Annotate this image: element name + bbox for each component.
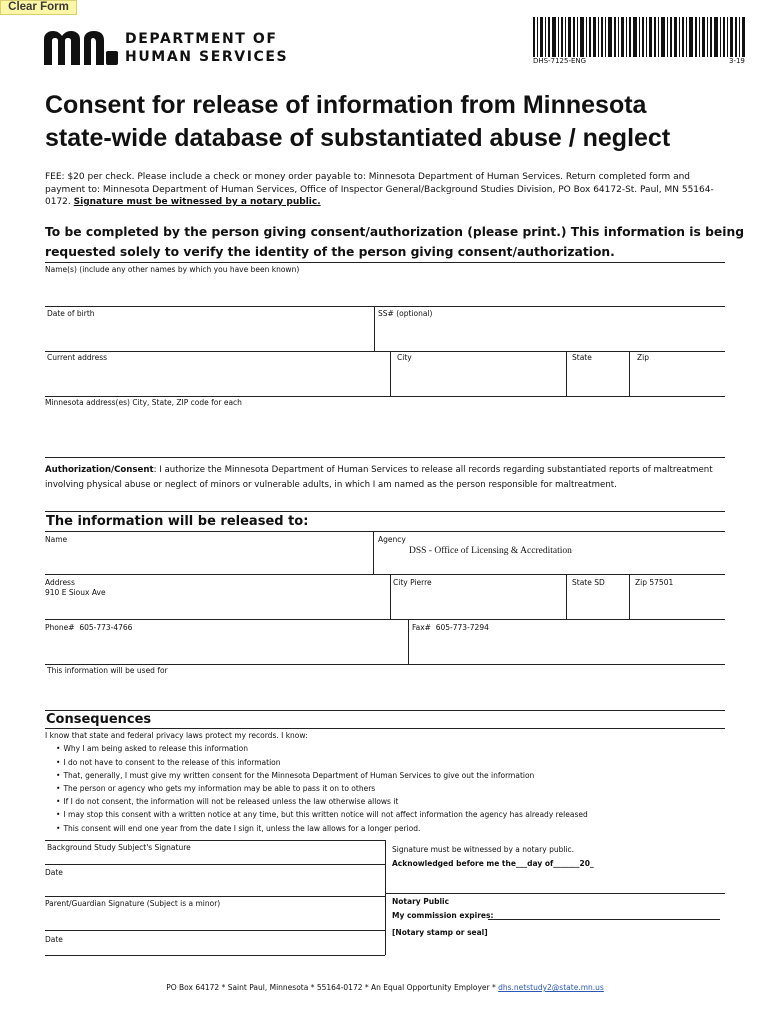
acknowledged-text: Acknowledged before me the___day of_______20_ <box>392 859 594 868</box>
authorization-text: : I authorize the Minnesota Department of Human Services to release all records regarding substantiated reports of maltreatment involving physical abuse or neglect of minors or vulnerable adults, in which I am named as the person responsible for maltreatment. <box>45 465 713 490</box>
release-section-title: The information will be released to: <box>46 514 309 529</box>
release-phone-value: 605-773-4766 <box>79 623 133 632</box>
footer-text: PO Box 64172 * Saint Paul, Minnesota * 55164-0172 * An Equal Opportunity Employer * <box>166 983 496 992</box>
release-phone-field[interactable] <box>45 623 132 633</box>
notary-public-label: Notary Public <box>392 897 450 906</box>
divider <box>566 351 567 396</box>
release-address-field[interactable]: 910 E Sioux Ave <box>45 588 106 597</box>
state-field[interactable] <box>569 365 627 395</box>
release-phone-label: Phone# <box>45 623 75 632</box>
list-item: • Why I am being asked to release this information <box>56 744 248 754</box>
agency-field[interactable]: DSS - Office of Licensing & Accreditation <box>409 546 572 556</box>
divider <box>45 710 725 711</box>
list-item: • The person or agency who gets my information may be able to pass it on to others <box>56 784 375 794</box>
divider <box>45 864 385 865</box>
divider <box>45 664 725 665</box>
release-fax-label: Fax# <box>412 623 431 632</box>
consequences-intro: I know that state and federal privacy laws protect my records. I know: <box>45 731 308 740</box>
title-line-1: Consent for release of information from Minnesota <box>45 91 647 119</box>
fee-text: FEE: $20 per check. Please include a check or money order payable to: Minnesota Department of Human Services. Return completed form and payment to: Minnesota Department of Human Services, Office of Inspector General/Background Studies Division, PO Box 64172-St. Paul, MN 55164-0172. <box>45 172 714 207</box>
divider <box>45 619 725 620</box>
release-state-label: State <box>572 578 592 587</box>
mn-addresses-field[interactable] <box>45 410 725 455</box>
commission-expires-label: My commission expires: <box>392 911 494 920</box>
city-field[interactable] <box>393 365 563 395</box>
release-address-label: Address <box>45 578 75 587</box>
release-zip-value: 57501 <box>649 578 674 587</box>
list-item: • I do not have to consent to the release of this information <box>56 758 281 768</box>
notary-required-text: Signature must be witnessed by a notary public. <box>392 845 575 854</box>
divider <box>45 457 725 458</box>
current-address-field[interactable] <box>45 365 385 395</box>
release-zip-field[interactable] <box>635 578 673 588</box>
city-label: City <box>397 353 412 362</box>
divider <box>566 574 567 619</box>
names-field[interactable] <box>45 276 725 306</box>
page-title <box>45 89 670 155</box>
release-city-value: Pierre <box>410 578 432 587</box>
consequences-title: Consequences <box>46 712 152 727</box>
divider <box>408 619 409 664</box>
list-item: • This consent will end one year from the date I sign it, unless the law allows for a longer period. <box>56 824 420 834</box>
divider <box>45 930 385 931</box>
names-label: Name(s) (include any other names by which you have been known) <box>45 265 300 274</box>
release-name-label: Name <box>45 535 68 544</box>
date-field-1[interactable] <box>70 866 380 894</box>
authorization-paragraph <box>45 463 725 492</box>
list-item: • That, generally, I must give my written consent for the Minnesota Department of Human Services to give out the information <box>56 771 534 781</box>
zip-field[interactable] <box>632 365 724 395</box>
dob-field[interactable] <box>45 320 370 350</box>
divider <box>45 351 725 352</box>
fee-notary-text: Signature must be witnessed by a notary public. <box>73 197 321 207</box>
guardian-signature-label: Parent/Guardian Signature (Subject is a minor) <box>45 899 221 908</box>
divider <box>45 896 385 897</box>
guardian-signature-field[interactable] <box>45 910 380 928</box>
divider <box>45 511 725 512</box>
intro-line-1: To be completed by the person giving consent/authorization (please print.) This information is being <box>45 225 744 239</box>
footer <box>0 983 770 992</box>
divider <box>45 306 725 307</box>
divider <box>45 262 725 263</box>
divider <box>390 574 391 619</box>
list-item: • If I do not consent, the information will not be released unless the law otherwise allows it <box>56 797 398 807</box>
list-item: • I may stop this consent with a written notice at any time, but this written notice will not affect information the agency has already released <box>56 810 588 820</box>
divider <box>45 574 725 575</box>
divider <box>45 955 385 956</box>
divider <box>373 531 374 574</box>
divider <box>45 531 725 532</box>
clear-form-button[interactable]: Clear Form <box>0 0 77 15</box>
use-label: This information will be used for <box>47 666 168 675</box>
release-state-value: SD <box>594 578 605 587</box>
divider <box>629 574 630 619</box>
barcode-icon <box>533 17 747 57</box>
divider <box>374 306 375 351</box>
dob-label: Date of birth <box>47 309 95 318</box>
release-state-field[interactable] <box>572 578 605 588</box>
title-line-2: state-wide database of substantiated abuse / neglect <box>45 124 671 152</box>
divider <box>629 351 630 396</box>
divider <box>385 840 386 955</box>
ssn-label: SS# (optional) <box>378 309 433 318</box>
release-fax-field[interactable] <box>412 623 489 633</box>
subject-signature-label: Background Study Subject's Signature <box>47 843 191 852</box>
ssn-field[interactable] <box>378 320 723 350</box>
divider <box>385 893 725 894</box>
divider <box>45 396 725 397</box>
fee-paragraph <box>45 171 725 209</box>
zip-label: Zip <box>637 353 649 362</box>
release-fax-value: 605-773-7294 <box>435 623 489 632</box>
logo-line-2: HUMAN SERVICES <box>125 49 289 65</box>
date-label-1: Date <box>45 868 63 877</box>
commission-expires-field[interactable] <box>488 919 720 920</box>
intro-heading <box>45 222 744 262</box>
divider <box>390 351 391 396</box>
subject-signature-field[interactable] <box>45 854 380 864</box>
release-name-field[interactable] <box>45 546 370 572</box>
authorization-bold: Authorization/Consent <box>45 465 154 475</box>
form-number: DHS-7125-ENG <box>533 57 587 65</box>
state-label: State <box>572 353 592 362</box>
mn-addresses-label: Minnesota address(es) City, State, ZIP code for each <box>45 398 242 407</box>
agency-label: Agency <box>378 535 406 544</box>
date-field-2[interactable] <box>70 932 380 952</box>
notary-stamp-label: [Notary stamp or seal] <box>392 928 488 937</box>
mn-logo-icon <box>44 31 118 65</box>
divider <box>45 728 725 729</box>
use-field[interactable] <box>45 678 725 708</box>
release-zip-label: Zip <box>635 578 647 587</box>
current-address-label: Current address <box>47 353 108 362</box>
divider <box>45 840 385 841</box>
footer-email-link[interactable]: dhs.netstudy2@state.mn.us <box>498 983 604 992</box>
release-city-field[interactable] <box>393 578 432 588</box>
release-city-label: City <box>393 578 408 587</box>
intro-line-2: requested solely to verify the identity of the person giving consent/authorization. <box>45 245 615 259</box>
logo-line-1: DEPARTMENT OF <box>125 31 278 47</box>
form-date: 3-19 <box>729 57 745 65</box>
date-label-2: Date <box>45 935 63 944</box>
